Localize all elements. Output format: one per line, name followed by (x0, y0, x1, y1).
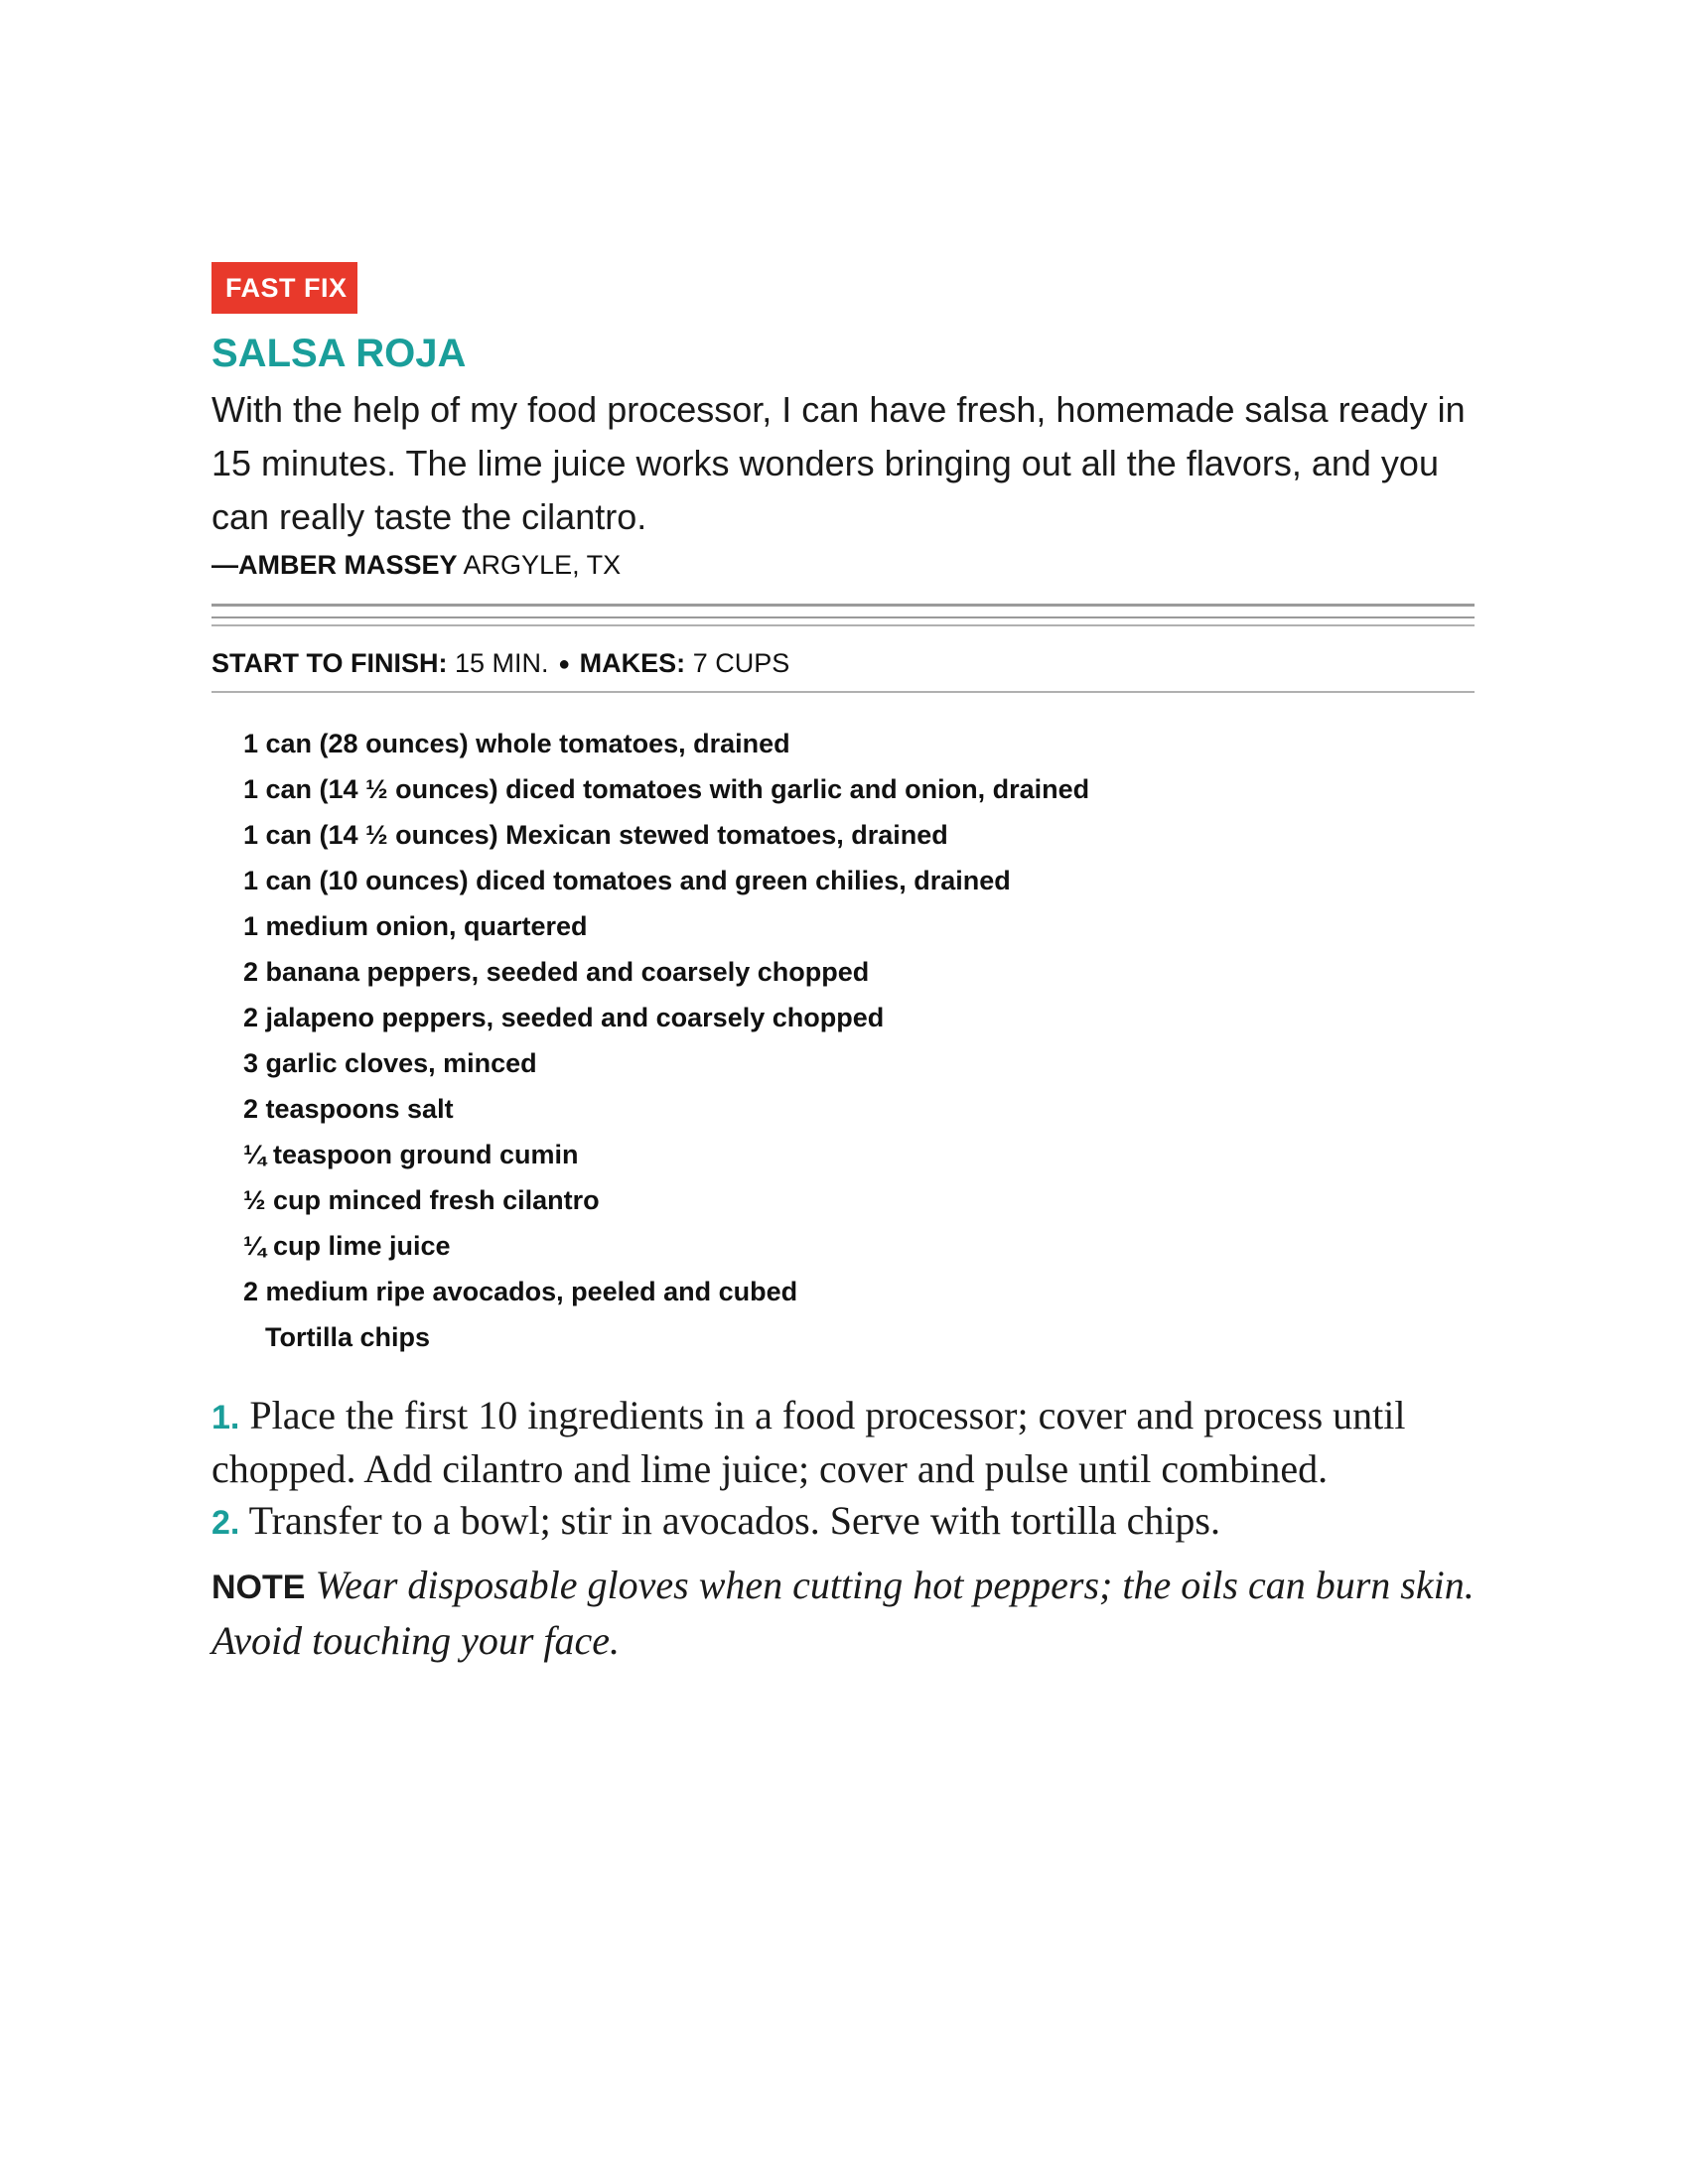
byline-author: —AMBER MASSEY (211, 550, 458, 580)
ingredient-item: 2 teaspoons salt (243, 1094, 454, 1124)
direction-step (211, 1390, 1475, 1495)
recipe-note (211, 1559, 1475, 1668)
note-text: Wear disposable gloves when cutting hot peppers; the oils can burn skin. Avoid touching your face. (211, 1563, 1475, 1663)
ingredient-item: 1 can (14 ½ ounces) diced tomatoes with garlic and onion, drained (243, 774, 1090, 804)
ingredient-item: 2 jalapeno peppers, seeded and coarsely chopped (243, 1003, 885, 1032)
makes-value: 7 CUPS (692, 648, 790, 678)
ingredient-item: 1 medium onion, quartered (243, 911, 588, 941)
ingredient-item: 1 can (28 ounces) whole tomatoes, drained (243, 729, 790, 758)
fast-fix-badge: FAST FIX (211, 262, 357, 314)
time-label: START TO FINISH: (211, 648, 448, 678)
time-value: 15 MIN. (455, 648, 549, 678)
ingredient-item: 3 garlic cloves, minced (243, 1048, 537, 1078)
recipe-title: SALSA ROJA (211, 332, 467, 375)
ingredient-item: ¼ teaspoon ground cumin (243, 1140, 579, 1169)
step-text: Place the first 10 ingredients in a food processor; cover and process until chopped. Add cilantro and lime juice; cover and pulse until combined. (211, 1393, 1406, 1491)
step-number: 1. (211, 1399, 240, 1436)
recipe-page (211, 262, 1475, 1668)
ingredient-item: ¼ cup lime juice (243, 1231, 451, 1261)
ingredient-item: 2 medium ripe avocados, peeled and cubed (243, 1277, 798, 1306)
directions (211, 1390, 1475, 1549)
recipe-meta (211, 646, 1475, 681)
direction-step (211, 1495, 1475, 1549)
ingredient-item: Tortilla chips (265, 1322, 431, 1352)
ingredient-item: 1 can (14 ½ ounces) Mexican stewed tomatoes, drained (243, 820, 948, 850)
ingredient-list (211, 721, 1475, 1360)
step-text: Transfer to a bowl; stir in avocados. Serve with tortilla chips. (248, 1498, 1220, 1543)
recipe-intro: With the help of my food processor, I can have fresh, homemade salsa ready in 15 minutes. The lime juice works wonders bringing out all the flavors, and you can really taste the cilantro. (211, 389, 1466, 537)
ingredient-item: 1 can (10 ounces) diced tomatoes and green chilies, drained (243, 866, 1011, 895)
meta-divider (211, 691, 1475, 693)
byline (211, 548, 1475, 582)
byline-location: ARGYLE, TX (463, 550, 622, 580)
ingredient-item: ½ cup minced fresh cilantro (243, 1185, 600, 1215)
bullet-separator: ● (558, 653, 571, 675)
note-label: NOTE (211, 1569, 306, 1606)
thin-divider (211, 624, 1475, 626)
step-number: 2. (211, 1504, 240, 1542)
double-divider (211, 604, 1475, 618)
makes-label: MAKES: (579, 648, 686, 678)
ingredient-item: 2 banana peppers, seeded and coarsely chopped (243, 957, 870, 987)
